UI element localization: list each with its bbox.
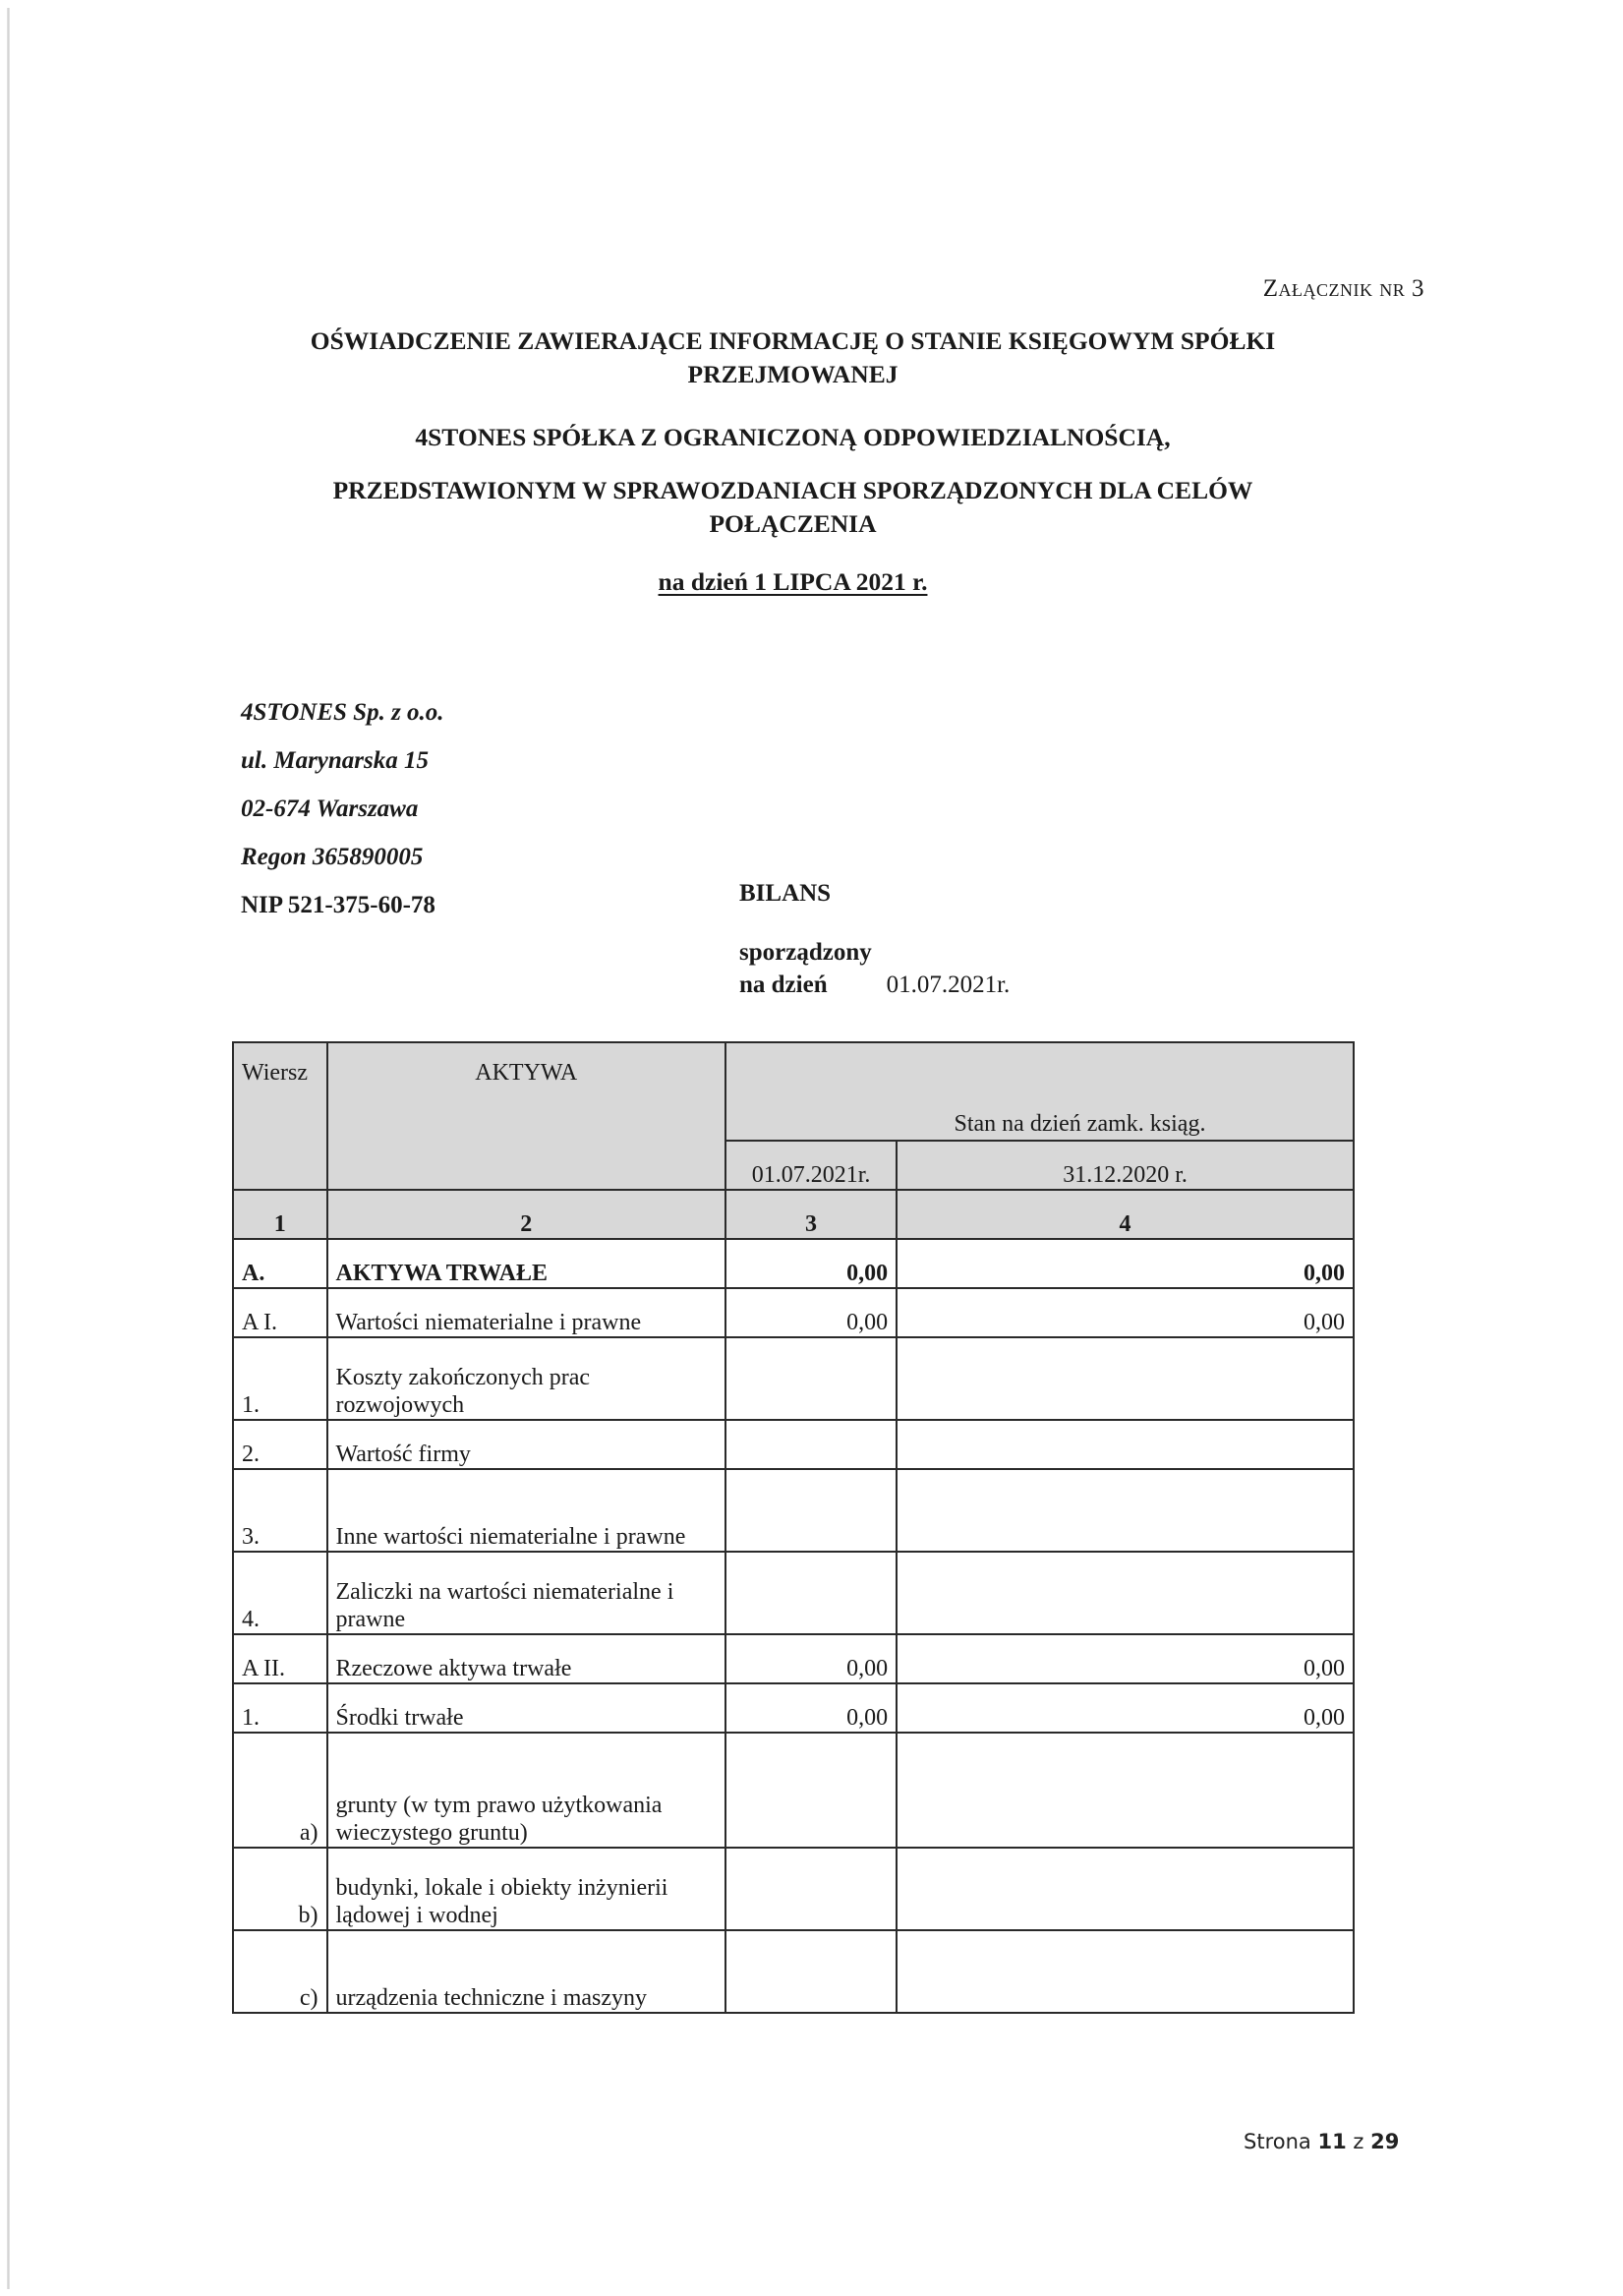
header-date-2: 31.12.2020 r. [897, 1141, 1354, 1190]
title-line-1: OŚWIADCZENIE ZAWIERAJĄCE INFORMACJĘ O STANIE KSIĘGOWYM SPÓŁKI [310, 326, 1276, 355]
row-code: 4. [233, 1552, 327, 1634]
bilans-title: BILANS [739, 880, 832, 907]
row-label: Wartość firmy [327, 1420, 725, 1469]
bilans-prepared-label: sporządzony [739, 939, 872, 966]
header-stan: Stan na dzień zamk. ksiąg. [725, 1042, 1354, 1141]
header-index-4: 4 [897, 1190, 1354, 1239]
row-code: 1. [233, 1683, 327, 1733]
row-label: Zaliczki na wartości niematerialne i prawne [327, 1552, 725, 1634]
page-separator: z [1353, 2130, 1364, 2153]
table-row [233, 1469, 1354, 1552]
row-label: budynki, lokale i obiekty inżynierii lądowej i wodnej [327, 1848, 725, 1930]
bilans-as-of-label: na dzień [739, 971, 828, 998]
company-street: ul. Marynarska 15 [241, 747, 430, 774]
header-wiersz: Wiersz [233, 1042, 327, 1190]
table-row [233, 1239, 1354, 1288]
table-header-row [233, 1042, 1354, 1141]
title-line-3: 4STONES SPÓŁKA Z OGRANICZONĄ ODPOWIEDZIALNOŚCIĄ, [415, 423, 1171, 451]
company-city: 02-674 Warszawa [241, 795, 419, 822]
row-code: c) [233, 1930, 327, 2013]
row-value-current [725, 1733, 897, 1848]
page-current: 11 [1317, 2130, 1347, 2153]
bilans-as-of-date: 01.07.2021r. [886, 971, 1011, 998]
row-label: Rzeczowe aktywa trwałe [327, 1634, 725, 1683]
row-value-current: 0,00 [725, 1683, 897, 1733]
title-line-5: POŁĄCZENIA [709, 509, 877, 538]
row-code: 3. [233, 1469, 327, 1552]
table-index-row [233, 1190, 1354, 1239]
company-name: 4STONES Sp. z o.o. [241, 699, 444, 726]
header-index-3: 3 [725, 1190, 897, 1239]
table-row [233, 1683, 1354, 1733]
row-code: b) [233, 1848, 327, 1930]
table-row [233, 1930, 1354, 2013]
header-index-2: 2 [327, 1190, 725, 1239]
bilans-as-of-row [739, 969, 1010, 1001]
table-row [233, 1337, 1354, 1420]
company-regon: Regon 365890005 [241, 844, 424, 870]
title-line-4: PRZEDSTAWIONYM W SPRAWOZDANIACH SPORZĄDZONYCH DLA CELÓW [332, 476, 1253, 504]
row-value-previous: 0,00 [897, 1288, 1354, 1337]
row-value-current [725, 1469, 897, 1552]
table-row [233, 1288, 1354, 1337]
table-row [233, 1848, 1354, 1930]
row-code: A I. [233, 1288, 327, 1337]
header-date-1: 01.07.2021r. [725, 1141, 897, 1190]
row-label: Koszty zakończonych prac rozwojowych [327, 1337, 725, 1420]
row-code: 1. [233, 1337, 327, 1420]
company-block [241, 688, 444, 929]
row-label: grunty (w tym prawo użytkowania wieczystego gruntu) [327, 1733, 725, 1848]
row-value-previous [897, 1733, 1354, 1848]
row-value-current [725, 1848, 897, 1930]
row-value-previous [897, 1930, 1354, 2013]
bilans-prepared-block [739, 936, 1010, 1001]
row-value-previous: 0,00 [897, 1239, 1354, 1288]
row-value-current [725, 1552, 897, 1634]
row-value-current: 0,00 [725, 1288, 897, 1337]
company-nip: NIP 521-375-60-78 [241, 892, 435, 918]
title-date-line: na dzień 1 LIPCA 2021 r. [658, 567, 928, 596]
page-prefix: Strona [1244, 2130, 1311, 2153]
page-total: 29 [1370, 2130, 1400, 2153]
row-value-current [725, 1420, 897, 1469]
row-value-current: 0,00 [725, 1634, 897, 1683]
scan-edge-line [7, 8, 10, 2289]
table-row [233, 1552, 1354, 1634]
row-label: AKTYWA TRWAŁE [327, 1239, 725, 1288]
row-value-previous [897, 1420, 1354, 1469]
balance-sheet-table [232, 1041, 1355, 2014]
row-value-current: 0,00 [725, 1239, 897, 1288]
table-row [233, 1420, 1354, 1469]
row-value-previous [897, 1337, 1354, 1420]
row-code: 2. [233, 1420, 327, 1469]
row-value-previous: 0,00 [897, 1683, 1354, 1733]
row-value-current [725, 1930, 897, 2013]
table-row [233, 1733, 1354, 1848]
table-row [233, 1634, 1354, 1683]
title-line-2: PRZEJMOWANEJ [687, 360, 898, 388]
page-number [1244, 2130, 1399, 2153]
annex-label: Załącznik nr 3 [1262, 275, 1424, 302]
row-value-current [725, 1337, 897, 1420]
header-index-1: 1 [233, 1190, 327, 1239]
row-value-previous [897, 1848, 1354, 1930]
row-code: a) [233, 1733, 327, 1848]
row-value-previous [897, 1469, 1354, 1552]
row-label: Wartości niematerialne i prawne [327, 1288, 725, 1337]
row-value-previous: 0,00 [897, 1634, 1354, 1683]
row-code: A II. [233, 1634, 327, 1683]
row-label: urządzenia techniczne i maszyny [327, 1930, 725, 2013]
row-code: A. [233, 1239, 327, 1288]
row-label: Inne wartości niematerialne i prawne [327, 1469, 725, 1552]
header-aktywa: AKTYWA [327, 1042, 725, 1190]
row-label: Środki trwałe [327, 1683, 725, 1733]
row-value-previous [897, 1552, 1354, 1634]
